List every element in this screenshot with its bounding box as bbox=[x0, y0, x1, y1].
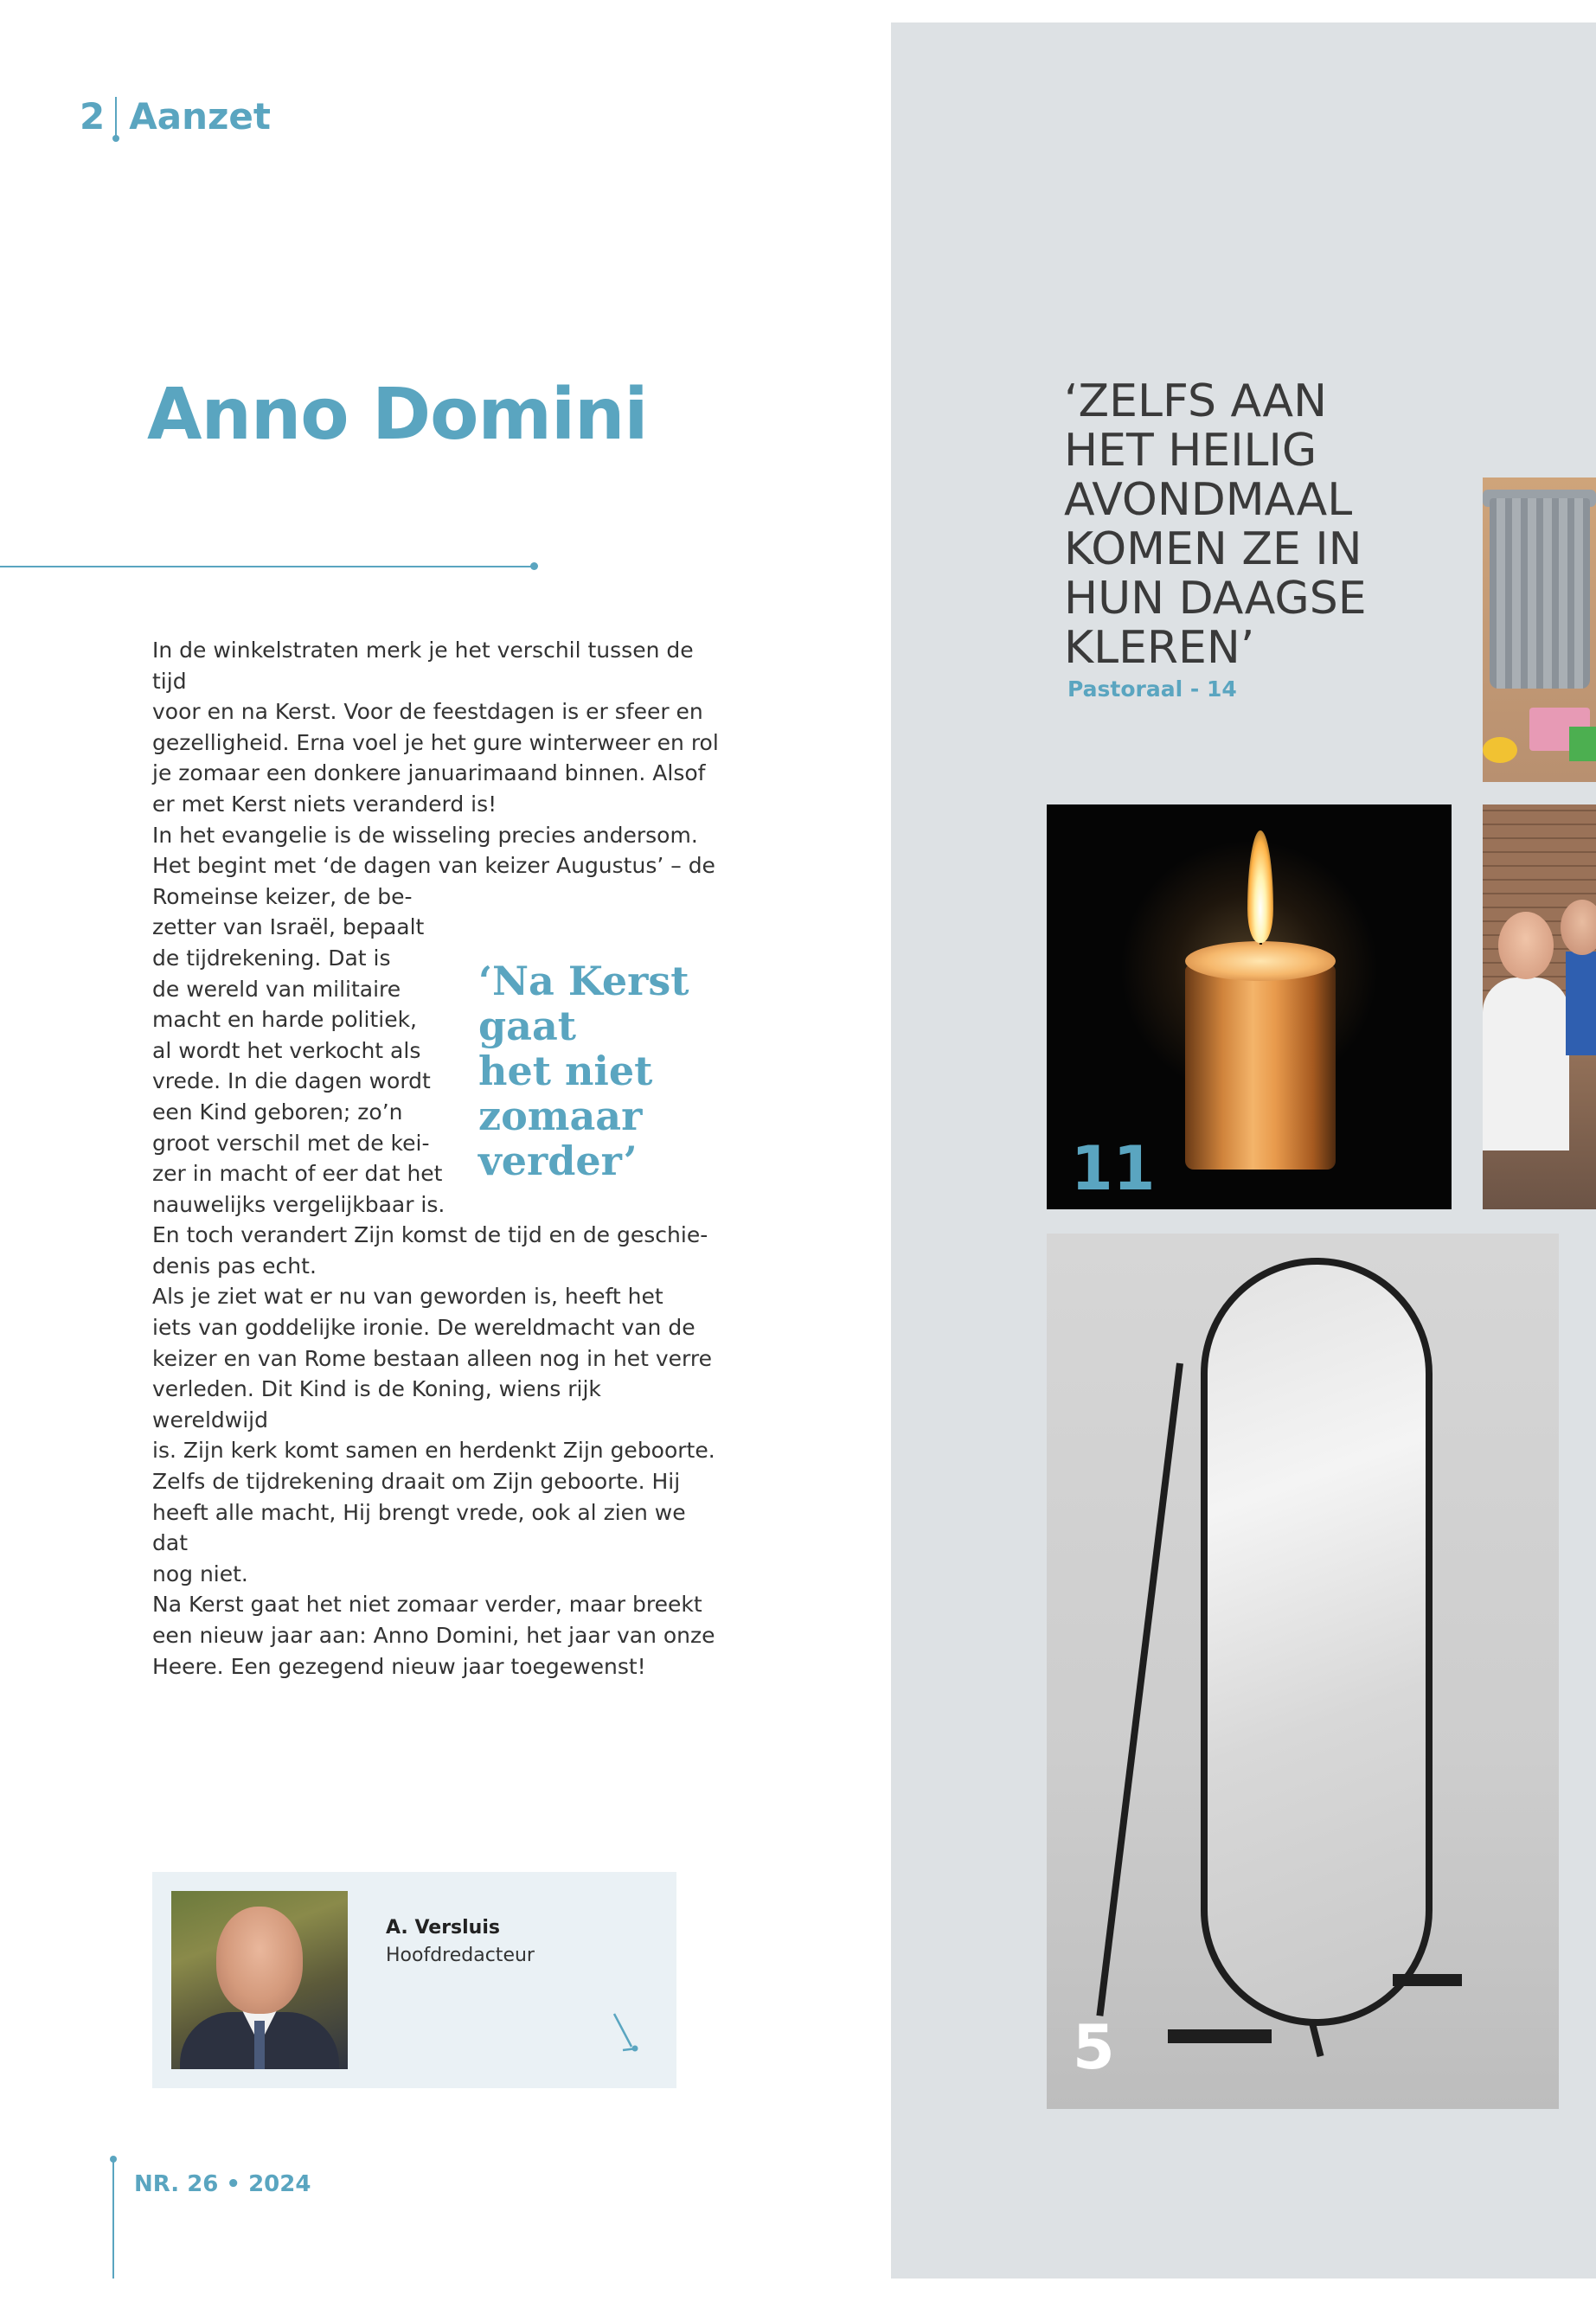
mirror-page-label: 5 bbox=[1073, 2012, 1115, 2083]
candle-page-label: 11 bbox=[1071, 1133, 1156, 1204]
header-separator bbox=[115, 97, 117, 137]
teaser-reference[interactable]: Pastoraal - 14 bbox=[1067, 676, 1237, 702]
title-divider bbox=[0, 566, 535, 567]
author-box bbox=[152, 1872, 676, 2088]
footer-divider bbox=[112, 2159, 114, 2279]
mirror-thumbnail[interactable] bbox=[1047, 1234, 1559, 2109]
author-role: Hoofdredacteur bbox=[386, 1945, 535, 1966]
article-title: Anno Domini bbox=[147, 374, 648, 456]
teaser-quote: ‘ZELFS AAN HET HEILIG AVONDMAAL KOMEN ZE IN HUN DAAGSE KLEREN’ bbox=[1064, 375, 1367, 674]
author-name: A. Versluis bbox=[386, 1917, 500, 1939]
pen-mark-icon bbox=[609, 2009, 644, 2061]
issue-number: NR. 26 • 2024 bbox=[134, 2171, 311, 2197]
meeting-thumbnail[interactable] bbox=[1483, 804, 1596, 1209]
candle-thumbnail[interactable] bbox=[1047, 804, 1452, 1209]
article-body-text: In de winkelstraten merk je het verschil tussen de tijd voor en na Kerst. Voor de feestdagen is er sfeer en gezelligheid. Erna voel je het gure winterweer en rol je zomaar een donkere januarimaand binnen. Alsof er met Kerst niets veranderd is! In het evangelie is de wisseling precies andersom. Het begint met ‘de dagen van keizer Augustus’ – de Romeinse keizer, de be- zetter van Israël, bepaalt de tijdrekening. Dat is de wereld van militaire macht en harde politiek, al wordt het verkocht als vrede. In die dagen wordt een Kind geboren; zo’n groot verschil met de kei- zer in macht of eer dat het nauwelijks vergelijkbaar is. En toch verandert Zijn komst de tijd en de geschie- denis pas echt. Als je ziet wat er nu van geworden is, heeft het iets van goddelijke ironie. De wereldmacht van de keizer en van Rome bestaan alleen nog in het verre verleden. Dit Kind is de Koning, wiens rijk wereldwijd is. Zijn kerk komt samen en herdenkt Zijn geboorte. Zelfs de tijdrekening draait om Zijn geboorte. Hij heeft alle macht, Hij brengt vrede, ook al zien we dat nog niet. Na Kerst gaat het niet zomaar verder, maar breekt een nieuw jaar aan: Anno Domini, het jaar van onze Heere. Een gezegend nieuw jaar toegewenst! bbox=[152, 638, 719, 1679]
page-header bbox=[80, 95, 271, 138]
author-photo bbox=[171, 1891, 348, 2069]
teaser-panel bbox=[891, 22, 1596, 2279]
pull-quote: ‘Na Kerst gaat het niet zomaar verder’ bbox=[478, 958, 689, 1184]
toys-thumbnail[interactable] bbox=[1483, 478, 1596, 782]
page-number: 2 bbox=[80, 95, 106, 138]
section-name: Aanzet bbox=[129, 95, 271, 138]
